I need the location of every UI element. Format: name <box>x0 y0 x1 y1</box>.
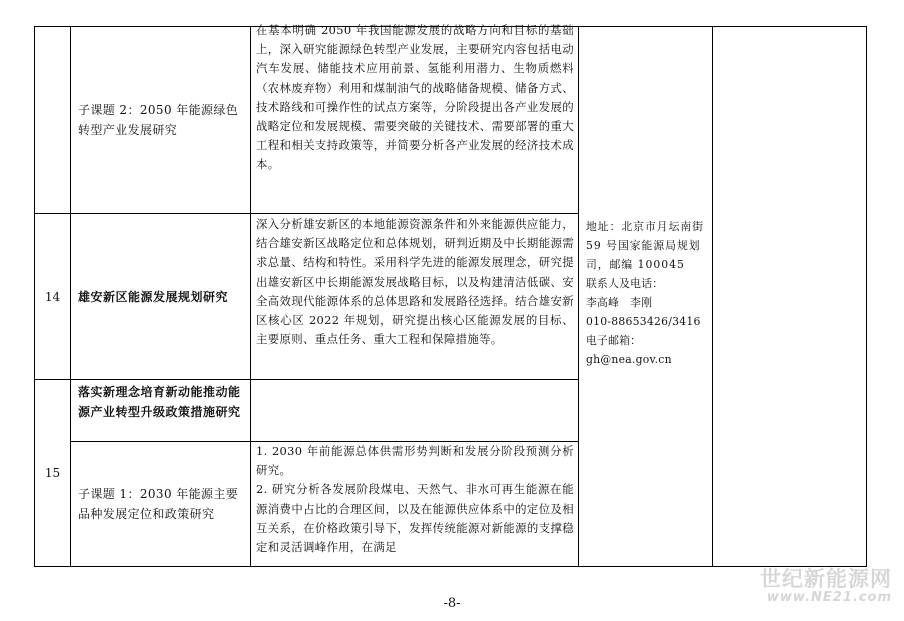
topic-text: 雄安新区能源发展规划研究 <box>78 289 229 304</box>
topic-text: 子课题 2：2050 年能源绿色转型产业发展研究 <box>78 103 239 137</box>
topic-text: 子课题 1：2030 年能源主要品种发展定位和政策研究 <box>78 487 239 521</box>
row-number-cell <box>35 214 70 379</box>
topic-text: 落实新理念培育新动能推动能源产业转型升级政策措施研究 <box>78 385 241 419</box>
content-text: 1. 2030 年前能源总体供需形势判断和发展分阶段预测分析研究。 2. 研究分析各发展阶段煤电、天然气、非水可再生能源在能源消费中占比的合理区间，以及在能源供应体系中的定位及相互关系，在价格政策引导下，发挥传统能源对新能源的支撑稳定和灵活调峰作用，在满足 <box>256 444 574 555</box>
column-divider <box>250 26 251 567</box>
topic-cell <box>78 382 246 440</box>
content-text: 在基本明确 2050 年我国能源发展的战略方向和目标的基础上，深入研究能源绿色转型产业发展，主要研究内容包括电动汽车发展、储能技术应用前景、氢能利用潜力、生物质燃料（农林废弃物）利用和煤制油气的战略储备规模、储备方式、技术路线和可操作性的试点方案等，分阶段提出各产业发展的战略定位和发展规模、需要突破的关键技术、需要部署的重大工程和相关支持政策等，并简要分析各产业发展的经济技术成本。 <box>256 23 574 172</box>
contact-address: 地址：北京市月坛南街 59 号国家能源局规划司，邮编 100045 <box>586 220 704 271</box>
contact-label: 联系人及电话： <box>586 277 664 290</box>
content-cell <box>256 442 574 566</box>
topic-cell <box>78 442 246 566</box>
contact-phone: 010-88653426/3416 <box>586 315 701 328</box>
column-divider <box>70 26 71 567</box>
row-number: 14 <box>44 289 61 304</box>
contact-cell <box>586 217 710 369</box>
watermark-url: www.NE21.com <box>766 590 892 605</box>
topic-cell <box>78 27 244 213</box>
row-number-cell <box>35 380 70 566</box>
table-border-bottom <box>34 566 866 567</box>
content-cell <box>256 21 574 175</box>
content-text: 深入分析雄安新区的本地能源资源条件和外来能源供应能力，结合雄安新区战略定位和总体规划，研判近期及中长期能源需求总量、结构和特性。采用科学先进的能源发展理念，研究提出雄安新区中长期能源发展战略目标，以及构建清洁低碳、安全高效现代能源体系的总体思路和发展路径选择。结合雄安新区核心区 2022 年规划，研究提出核心区能源发展的目标、主要原则、重点任务、重大工程和保障措施等。 <box>256 217 574 347</box>
column-divider <box>712 26 713 567</box>
page-number: -8- <box>443 596 461 611</box>
row-number: 15 <box>44 466 61 480</box>
content-cell <box>256 215 574 349</box>
watermark-logo <box>760 567 892 605</box>
column-divider <box>578 26 579 567</box>
table-border-right <box>866 26 867 567</box>
topic-cell <box>78 214 246 379</box>
contact-email: gh@nea.gov.cn <box>586 353 672 366</box>
row-divider <box>34 379 578 380</box>
contact-names: 李高峰 李刚 <box>586 296 653 309</box>
watermark-title: 世纪新能源网 <box>760 567 892 591</box>
email-label: 电子邮箱： <box>586 334 642 347</box>
